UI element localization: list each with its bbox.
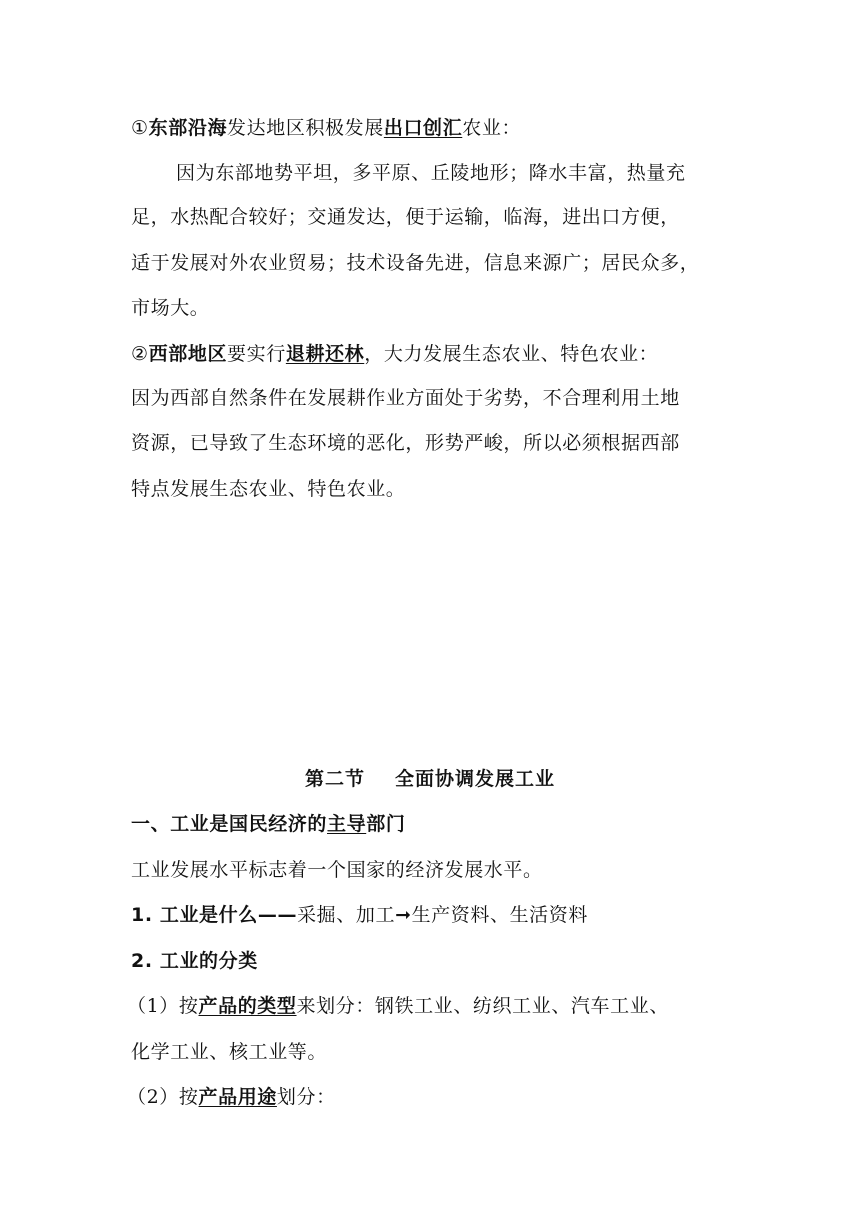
west-tail: ，大力发展生态农业、特色农业：	[364, 343, 659, 365]
east-heading	[131, 115, 741, 141]
east-mid: 发达地区积极发展	[227, 117, 384, 139]
east-reason-line-2: 足，水热配合较好；交通发达，便于运输，临海，进出口方便，	[131, 206, 680, 228]
east-reason-line-1: 因为东部地势平坦，多平原、丘陵地形；降水丰富，热量充	[176, 162, 686, 184]
sub1-key-term: 产品的类型	[198, 995, 297, 1017]
sub-by-type	[127, 993, 737, 1019]
west-key-term: 退耕还林	[285, 343, 365, 365]
item-classification: 2. 工业的分类	[131, 950, 258, 972]
east-tail: 农业：	[462, 117, 522, 139]
east-reason-line-4: 市场大。	[131, 297, 210, 319]
sub-by-type-line-2: 化学工业、核工业等。	[131, 1041, 328, 1063]
sub-by-use	[127, 1084, 737, 1110]
item1-text: 采掘、加工➞生产资料、生活资料	[297, 904, 588, 926]
sub2-pre: （2）按	[127, 1086, 199, 1108]
east-key-term: 出口创汇	[383, 117, 463, 139]
west-reason-line-2: 资源，已导致了生态环境的恶化，形势严峻，所以必须根据西部	[131, 432, 680, 454]
west-region: 西部地区	[148, 343, 228, 365]
sub1-post: 来划分：钢铁工业、纺织工业、汽车工业、	[296, 995, 669, 1017]
item1-label: 1. 工业是什么——	[131, 904, 298, 926]
east-number: ①	[131, 117, 149, 139]
heading-key-term: 主导	[327, 813, 367, 835]
sub1-pre: （1）按	[127, 995, 199, 1017]
heading-post: 部门	[366, 813, 406, 835]
east-reason-line-3: 适于发展对外农业贸易；技术设备先进，信息来源广；居民众多，	[131, 252, 700, 274]
section-name: 全面协调发展工业	[395, 768, 556, 790]
west-number: ②	[131, 343, 149, 365]
sub2-key-term: 产品用途	[198, 1086, 277, 1108]
item-what-is-industry	[131, 902, 741, 928]
west-reason-line-3: 特点发展生态农业、特色农业。	[131, 478, 406, 500]
section-title	[0, 766, 860, 792]
heading-industry-role	[131, 811, 741, 837]
west-mid: 要实行	[227, 343, 286, 365]
section-number: 第二节	[304, 768, 365, 790]
heading-pre: 一、工业是国民经济的	[131, 813, 328, 835]
west-reason-line-1: 因为西部自然条件在发展耕作业方面处于劣势，不合理利用土地	[131, 387, 680, 409]
paragraph-level: 工业发展水平标志着一个国家的经济发展水平。	[131, 859, 543, 881]
west-heading	[131, 341, 741, 367]
sub2-post: 划分：	[276, 1086, 336, 1108]
east-region: 东部沿海	[148, 117, 228, 139]
